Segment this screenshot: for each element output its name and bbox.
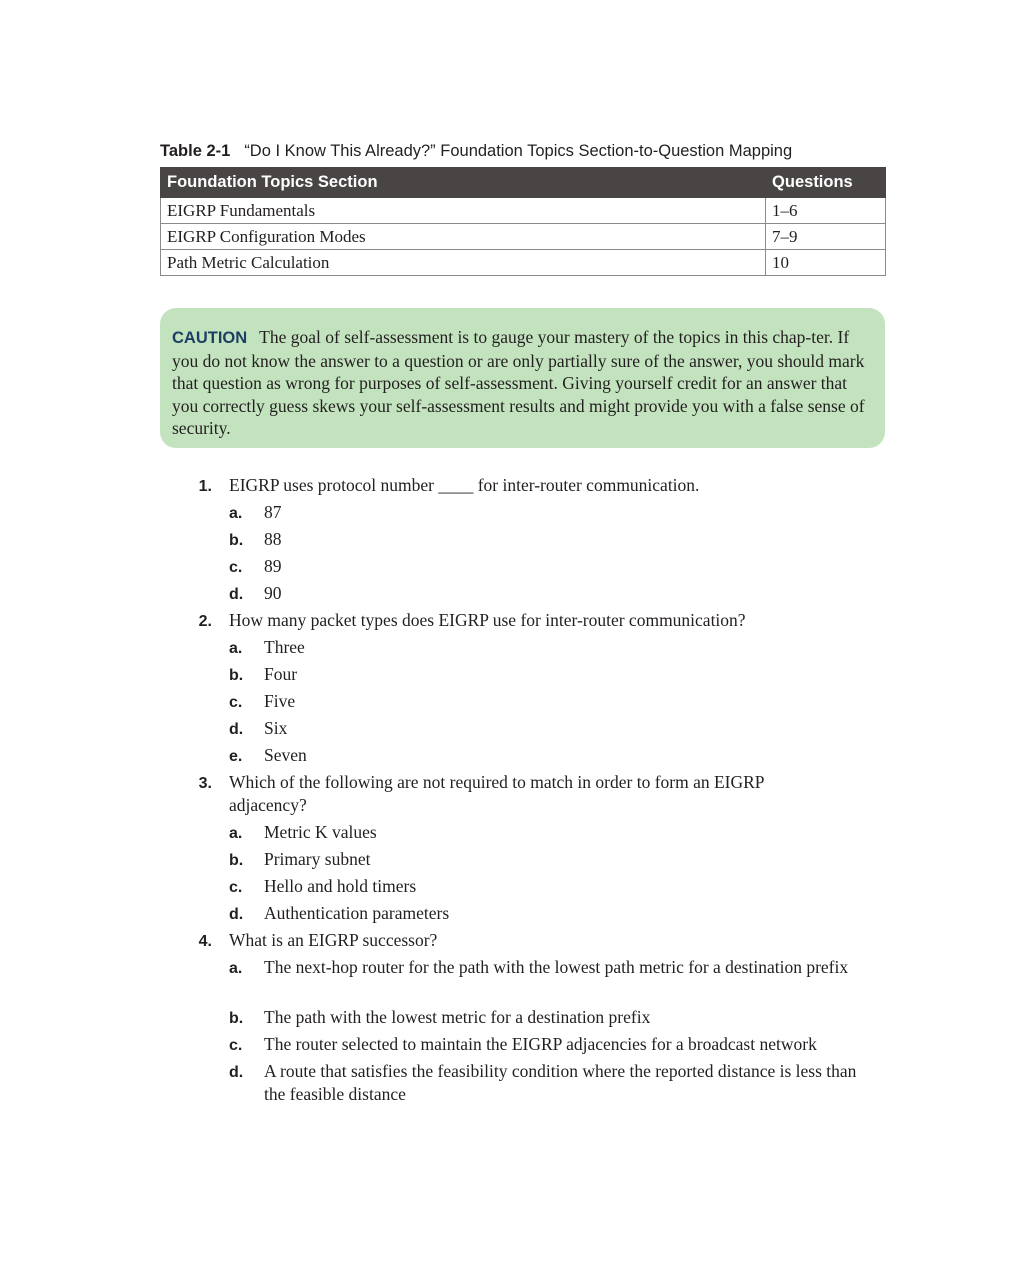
column-header-questions: Questions [766,168,886,198]
question-text: How many packet types does EIGRP use for inter-router communication? [229,610,746,630]
table-row [161,198,886,224]
table-number: Table 2-1 [160,142,231,160]
option-text: Seven [264,745,307,765]
option-letter: c. [229,694,243,711]
column-header-section: Foundation Topics Section [161,168,766,198]
option-letter: a. [229,640,243,657]
table-cell-questions: 7–9 [766,224,886,250]
option-text: 88 [264,529,282,549]
option-text: Authentication parameters [264,903,450,923]
option-text: 89 [264,556,282,576]
caution-text: The goal of self-assessment is to gauge your mastery of the topics in this chap-ter. If you do not know the answer to a question or are only partially sure of the answer, you should mark that question as wrong for purposes of self-assessment. Giving yourself credit for an answer that you correctly guess skews your self-assessment results and might provide you with a false sense of security. [172,327,865,438]
table-cell-section: Path Metric Calculation [161,250,766,276]
table-row [161,250,886,276]
option-letter: b. [229,532,244,549]
option-text: Four [264,664,298,684]
option-letter: d. [229,906,244,923]
option-text: Hello and hold timers [264,876,417,896]
option-letter: c. [229,1037,243,1054]
option-letter: a. [229,505,243,522]
option-text: Metric K values [264,822,377,842]
option-letter: a. [229,960,243,977]
option-text: Five [264,691,296,711]
question-text: EIGRP uses protocol number ____ for inter-router communication. [229,475,700,495]
option-text: Primary subnet [264,849,371,869]
option-text: 87 [264,502,282,522]
option-text: The next-hop router for the path with the lowest path metric for a destination prefix [264,957,849,977]
option-letter: d. [229,586,244,603]
option-letter: d. [229,721,244,738]
caution-box [160,308,885,448]
question-number: 1. [198,478,212,495]
option-letter: e. [229,748,243,765]
option-text: Six [264,718,288,738]
table-cell-questions: 1–6 [766,198,886,224]
option-text: 90 [264,583,282,603]
section-question-mapping-table [160,167,886,276]
option-text: A route that satisfies the feasibility condition where the reported distance is less than the feasible distance [264,1061,857,1104]
option-letter: a. [229,825,243,842]
question-text: What is an EIGRP successor? [229,930,438,950]
option-letter: d. [229,1064,244,1081]
option-text: The path with the lowest metric for a destination prefix [264,1007,651,1027]
question-number: 2. [198,613,212,630]
table-caption [160,142,792,161]
option-letter: c. [229,559,243,576]
question-number: 3. [198,775,212,792]
table-cell-section: EIGRP Fundamentals [161,198,766,224]
option-letter: c. [229,879,243,896]
question-number: 4. [198,933,212,950]
caution-label: CAUTION [172,329,248,347]
table-row [161,224,886,250]
option-text: The router selected to maintain the EIGRP adjacencies for a broadcast network [264,1034,817,1054]
option-letter: b. [229,1010,244,1027]
table-cell-section: EIGRP Configuration Modes [161,224,766,250]
option-text: Three [264,637,305,657]
option-letter: b. [229,667,244,684]
table-header-row [161,168,886,198]
table-title: “Do I Know This Already?” Foundation Topics Section-to-Question Mapping [244,142,793,160]
table-cell-questions: 10 [766,250,886,276]
question-text: Which of the following are not required to match in order to form an EIGRP adjacency? [229,772,764,815]
option-letter: b. [229,852,244,869]
